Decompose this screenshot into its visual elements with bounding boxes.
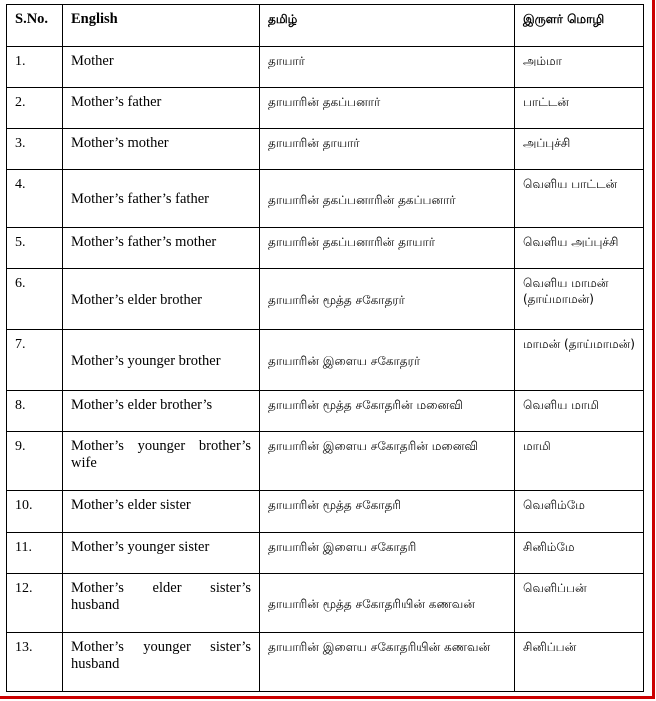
- cell-sno: 1.: [7, 47, 63, 88]
- cell-tamil: தாயாரின் மூத்த சகோதரின் மனைவி: [260, 391, 515, 432]
- cell-sno: 11.: [7, 533, 63, 574]
- cell-irular: வெளிய பாட்டன்: [515, 170, 644, 228]
- cell-tamil: தாயாரின் இளைய சகோதரின் மனைவி: [260, 432, 515, 491]
- cell-english: Mother’s younger brother’s wife: [63, 432, 260, 491]
- cell-tamil: தாயாரின் இளைய சகோதரி: [260, 533, 515, 574]
- cell-sno: 12.: [7, 574, 63, 633]
- header-english: English: [63, 5, 260, 47]
- table-row: [7, 88, 644, 129]
- cell-irular: சினிப்பன்: [515, 633, 644, 692]
- cell-tamil: தாயாரின் தாயார்: [260, 129, 515, 170]
- cell-english: Mother’s elder sister’s husband: [63, 574, 260, 633]
- cell-irular: வெளிம்மே: [515, 491, 644, 533]
- cell-sno: 13.: [7, 633, 63, 692]
- table-row: [7, 391, 644, 432]
- cell-english: Mother’s younger sister’s husband: [63, 633, 260, 692]
- cell-irular: அம்மா: [515, 47, 644, 88]
- table-row: [7, 47, 644, 88]
- kinship-terms-table: [6, 4, 644, 692]
- cell-english: Mother’s father’s father: [63, 170, 260, 228]
- header-tamil: தமிழ்: [260, 5, 515, 47]
- cell-irular: வெளிய மாமி: [515, 391, 644, 432]
- table-row: [7, 432, 644, 491]
- cell-irular: பாட்டன்: [515, 88, 644, 129]
- cell-irular: வெளிப்பன்: [515, 574, 644, 633]
- cell-english: Mother’s younger sister: [63, 533, 260, 574]
- cell-english: Mother’s younger brother: [63, 330, 260, 391]
- cell-sno: 5.: [7, 228, 63, 269]
- table-row: [7, 574, 644, 633]
- cell-sno: 7.: [7, 330, 63, 391]
- cell-sno: 3.: [7, 129, 63, 170]
- cell-english: Mother’s elder brother: [63, 269, 260, 330]
- cell-tamil: தாயாரின் தகப்பனாரின் தாயார்: [260, 228, 515, 269]
- table-row: [7, 228, 644, 269]
- cell-irular: மாமன் (தாய்மாமன்): [515, 330, 644, 391]
- cell-tamil: தாயாரின் இளைய சகோதரர்: [260, 330, 515, 391]
- cell-sno: 9.: [7, 432, 63, 491]
- table-row: [7, 269, 644, 330]
- cell-irular: மாமி: [515, 432, 644, 491]
- table-row: [7, 129, 644, 170]
- cell-english: Mother’s father: [63, 88, 260, 129]
- cell-irular: சினிம்மே: [515, 533, 644, 574]
- header-row: [7, 5, 644, 47]
- cell-sno: 2.: [7, 88, 63, 129]
- table-row: [7, 533, 644, 574]
- cell-tamil: தாயாரின் மூத்த சகோதரி: [260, 491, 515, 533]
- header-sno: S.No.: [7, 5, 63, 47]
- cell-sno: 6.: [7, 269, 63, 330]
- cell-english: Mother’s elder sister: [63, 491, 260, 533]
- cell-sno: 4.: [7, 170, 63, 228]
- table-row: [7, 170, 644, 228]
- header-irular: இருளர் மொழி: [515, 5, 644, 47]
- cell-tamil: தாயாரின் மூத்த சகோதரர்: [260, 269, 515, 330]
- cell-tamil: தாயாரின் இளைய சகோதரியின் கணவன்: [260, 633, 515, 692]
- cell-tamil: தாயாரின் தகப்பனாரின் தகப்பனார்: [260, 170, 515, 228]
- cell-irular: வெளிய அப்புச்சி: [515, 228, 644, 269]
- cell-irular: வெளிய மாமன் (தாய்மாமன்): [515, 269, 644, 330]
- table-row: [7, 330, 644, 391]
- table-row: [7, 491, 644, 533]
- cell-english: Mother’s elder brother’s: [63, 391, 260, 432]
- cell-tamil: தாயாரின் மூத்த சகோதரியின் கணவன்: [260, 574, 515, 633]
- cell-tamil: தாயார்: [260, 47, 515, 88]
- cell-english: Mother’s father’s mother: [63, 228, 260, 269]
- cell-english: Mother’s mother: [63, 129, 260, 170]
- cell-sno: 10.: [7, 491, 63, 533]
- cell-irular: அப்புச்சி: [515, 129, 644, 170]
- cell-sno: 8.: [7, 391, 63, 432]
- table-row: [7, 633, 644, 692]
- cell-english: Mother: [63, 47, 260, 88]
- cell-tamil: தாயாரின் தகப்பனார்: [260, 88, 515, 129]
